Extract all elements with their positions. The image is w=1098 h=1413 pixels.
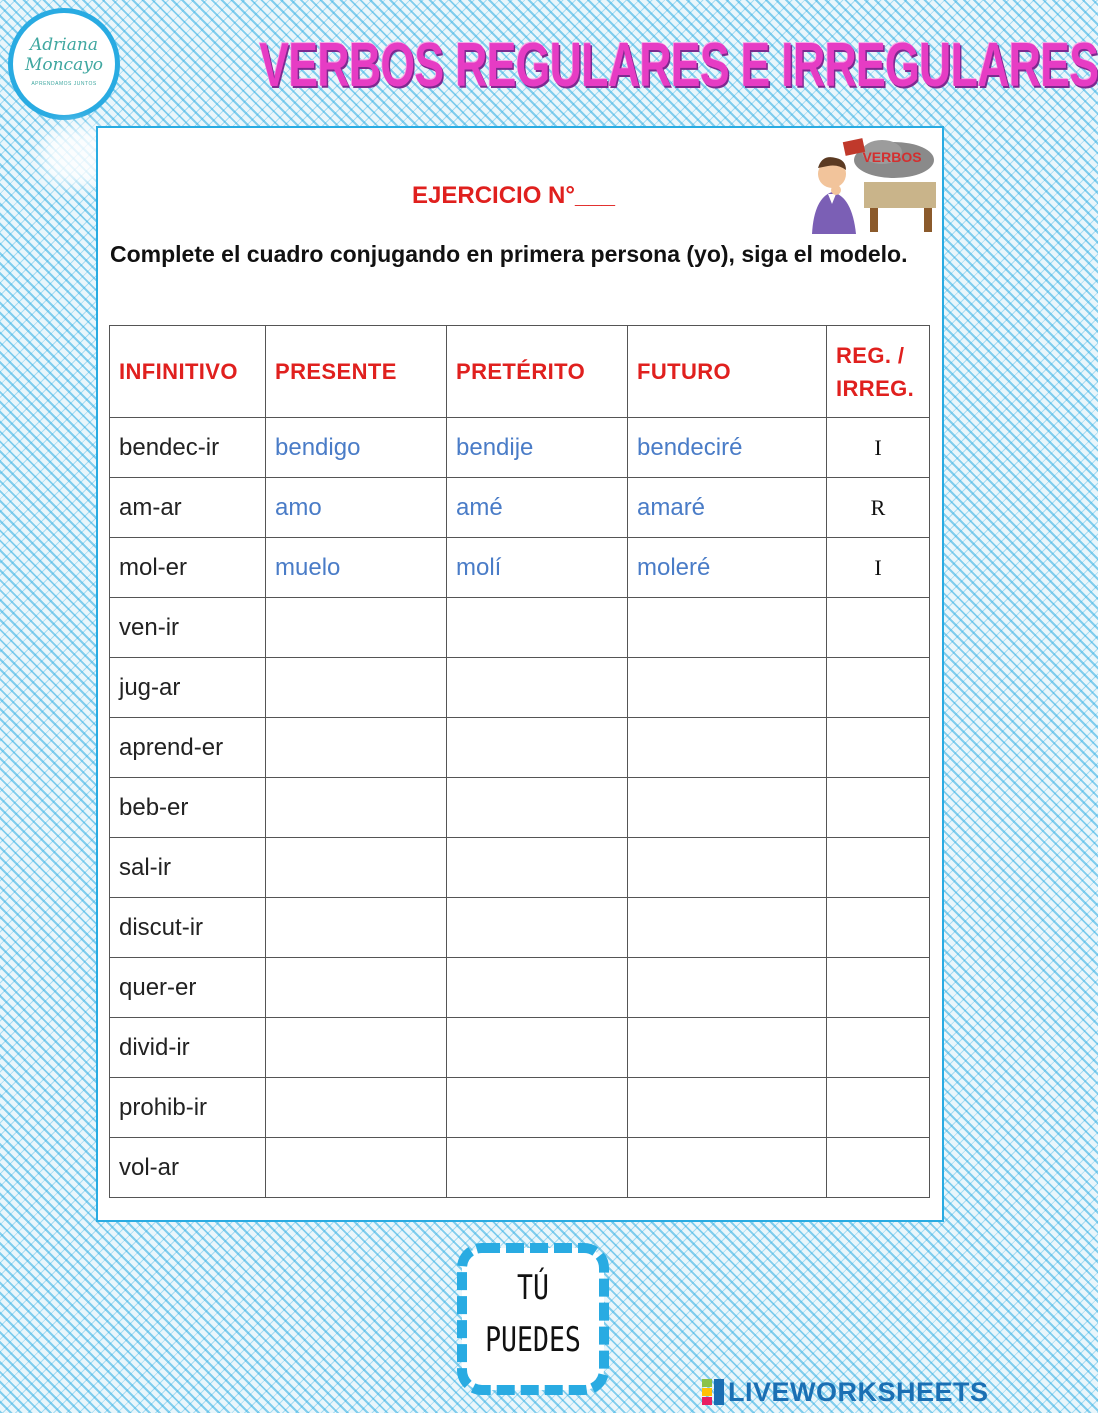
cell-infinitivo: am-ar: [110, 478, 266, 538]
cell-infinitivo: ven-ir: [110, 598, 266, 658]
answer-cell-preterito[interactable]: [447, 838, 628, 898]
answer-cell-futuro[interactable]: [628, 778, 827, 838]
cell-infinitivo: jug-ar: [110, 658, 266, 718]
answer-cell-futuro[interactable]: amaré: [628, 478, 827, 538]
answer-cell-preterito[interactable]: [447, 1138, 628, 1198]
table-row: [110, 838, 930, 898]
table-row: [110, 538, 930, 598]
answer-cell-presente[interactable]: amo: [266, 478, 447, 538]
table-header-row: [110, 326, 930, 418]
page-title: VERBOS REGULARES E IRREGULARES: [259, 31, 1098, 100]
liveworksheets-logo-icon: [700, 1377, 726, 1407]
answer-cell-tipo[interactable]: I: [827, 538, 930, 598]
answer-cell-futuro[interactable]: [628, 1138, 827, 1198]
answer-cell-futuro[interactable]: [628, 718, 827, 778]
table-row: [110, 1078, 930, 1138]
cell-infinitivo: quer-er: [110, 958, 266, 1018]
sign-text: VERBOS: [862, 149, 922, 165]
answer-cell-futuro[interactable]: bendeciré: [628, 418, 827, 478]
cell-infinitivo: divid-ir: [110, 1018, 266, 1078]
answer-cell-preterito[interactable]: [447, 898, 628, 958]
answer-cell-tipo[interactable]: [827, 898, 930, 958]
answer-cell-preterito[interactable]: [447, 778, 628, 838]
answer-cell-presente[interactable]: [266, 718, 447, 778]
exercise-number: EJERCICIO N°___: [412, 182, 616, 209]
header-infinitivo: INFINITIVO: [110, 326, 266, 418]
footer-brand[interactable]: [700, 1374, 989, 1410]
answer-cell-futuro[interactable]: [628, 838, 827, 898]
table-row: [110, 1138, 930, 1198]
answer-cell-tipo[interactable]: [827, 598, 930, 658]
answer-cell-tipo[interactable]: [827, 778, 930, 838]
instruction-text: Complete el cuadro conjugando en primera persona (yo), siga el modelo.: [110, 241, 908, 267]
cell-infinitivo: beb-er: [110, 778, 266, 838]
answer-cell-futuro[interactable]: [628, 658, 827, 718]
answer-cell-tipo[interactable]: [827, 1138, 930, 1198]
answer-cell-tipo[interactable]: [827, 1018, 930, 1078]
answer-cell-futuro[interactable]: [628, 598, 827, 658]
answer-cell-preterito[interactable]: [447, 1018, 628, 1078]
answer-cell-presente[interactable]: [266, 898, 447, 958]
answer-cell-presente[interactable]: bendigo: [266, 418, 447, 478]
cell-infinitivo: bendec-ir: [110, 418, 266, 478]
answer-cell-preterito[interactable]: bendije: [447, 418, 628, 478]
answer-cell-tipo[interactable]: [827, 718, 930, 778]
header-reg-irreg: REG. / IRREG.: [827, 326, 930, 418]
cell-infinitivo: aprend-er: [110, 718, 266, 778]
answer-cell-presente[interactable]: [266, 1138, 447, 1198]
answer-cell-preterito[interactable]: amé: [447, 478, 628, 538]
answer-cell-futuro[interactable]: [628, 958, 827, 1018]
answer-cell-presente[interactable]: muelo: [266, 538, 447, 598]
table-row: [110, 718, 930, 778]
answer-cell-preterito[interactable]: [447, 718, 628, 778]
answer-cell-preterito[interactable]: [447, 958, 628, 1018]
logo-tagline: APRENDAMOS JUNTOS: [31, 81, 97, 87]
answer-cell-preterito[interactable]: [447, 1078, 628, 1138]
answer-cell-tipo[interactable]: [827, 658, 930, 718]
cell-infinitivo: sal-ir: [110, 838, 266, 898]
encouragement-badge: [470, 1262, 596, 1366]
cell-infinitivo: mol-er: [110, 538, 266, 598]
answer-cell-tipo[interactable]: [827, 1078, 930, 1138]
table-row: [110, 478, 930, 538]
table-row: [110, 958, 930, 1018]
answer-cell-presente[interactable]: [266, 1018, 447, 1078]
cell-infinitivo: discut-ir: [110, 898, 266, 958]
cell-infinitivo: vol-ar: [110, 1138, 266, 1198]
answer-cell-presente[interactable]: [266, 778, 447, 838]
answer-cell-presente[interactable]: [266, 838, 447, 898]
answer-cell-tipo[interactable]: [827, 958, 930, 1018]
table-row: [110, 1018, 930, 1078]
table-row: [110, 898, 930, 958]
header-preterito: PRETÉRITO: [447, 326, 628, 418]
answer-cell-tipo[interactable]: [827, 838, 930, 898]
answer-cell-presente[interactable]: [266, 658, 447, 718]
thinking-boy-icon: [806, 138, 938, 236]
answer-cell-futuro[interactable]: moleré: [628, 538, 827, 598]
author-logo: [8, 8, 120, 120]
answer-cell-presente[interactable]: [266, 958, 447, 1018]
answer-cell-preterito[interactable]: [447, 658, 628, 718]
badge-line1: TÚ: [517, 1268, 549, 1308]
table-row: [110, 418, 930, 478]
answer-cell-tipo[interactable]: I: [827, 418, 930, 478]
logo-name-line1: Adriana: [30, 35, 98, 55]
answer-cell-presente[interactable]: [266, 1078, 447, 1138]
footer-brand-text: LIVEWORKSHEETS: [728, 1376, 989, 1407]
header-presente: PRESENTE: [266, 326, 447, 418]
table-row: [110, 658, 930, 718]
answer-cell-presente[interactable]: [266, 598, 447, 658]
verb-conjugation-table: [109, 325, 930, 1198]
cell-infinitivo: prohib-ir: [110, 1078, 266, 1138]
answer-cell-futuro[interactable]: [628, 1078, 827, 1138]
answer-cell-preterito[interactable]: [447, 598, 628, 658]
badge-line2: PUEDES: [485, 1320, 581, 1360]
answer-cell-tipo[interactable]: R: [827, 478, 930, 538]
logo-name-line2: Moncayo: [24, 55, 104, 75]
answer-cell-futuro[interactable]: [628, 1018, 827, 1078]
header-futuro: FUTURO: [628, 326, 827, 418]
answer-cell-futuro[interactable]: [628, 898, 827, 958]
table-row: [110, 778, 930, 838]
answer-cell-preterito[interactable]: molí: [447, 538, 628, 598]
table-row: [110, 598, 930, 658]
